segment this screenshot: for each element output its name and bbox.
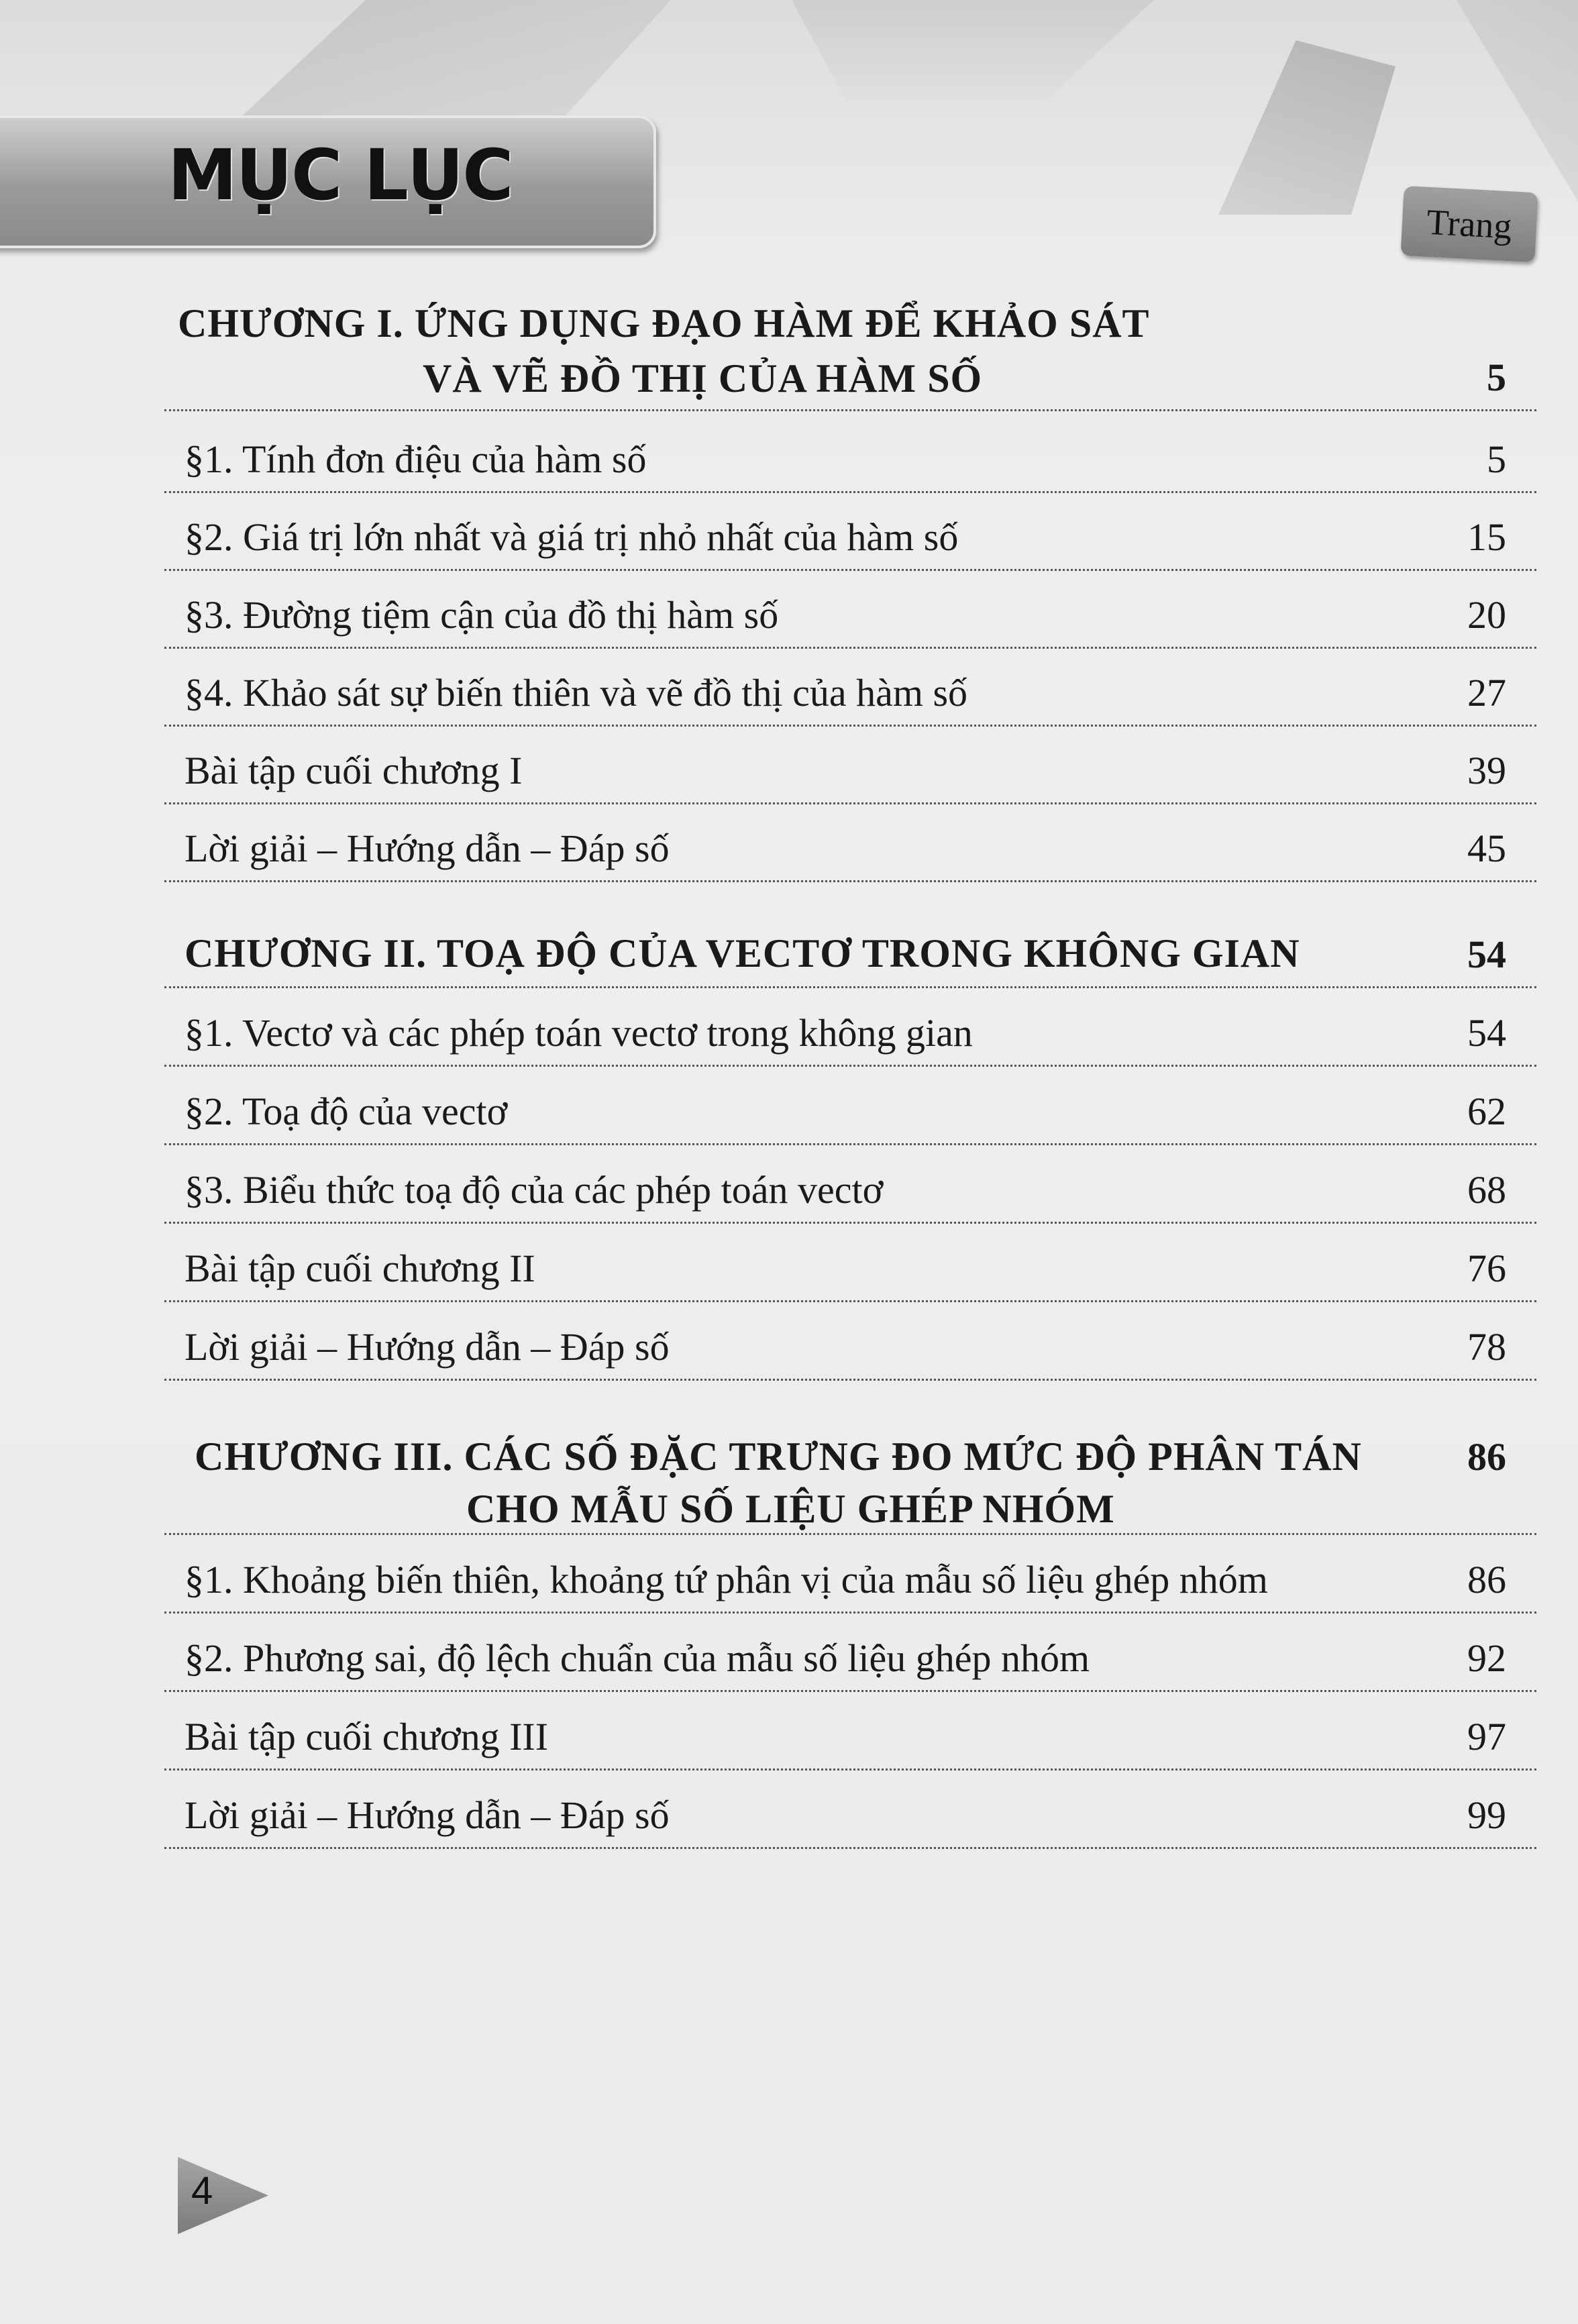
chapter-title-line2: CHO MẪU SỐ LIỆU GHÉP NHÓM — [466, 1487, 1115, 1531]
toc-entry[interactable] — [164, 491, 1536, 571]
toc-entry-label: §2. Phương sai, độ lệch chuẩn của mẫu số liệu ghép nhóm — [185, 1636, 1090, 1680]
toc-entry-page: 62 — [1467, 1090, 1506, 1133]
toc-entry-page: 86 — [1467, 1558, 1506, 1601]
toc-entry-page: 92 — [1467, 1636, 1506, 1680]
toc-entry-label: Lời giải – Hướng dẫn – Đáp số — [185, 1793, 670, 1837]
toc-entry-page: 68 — [1467, 1168, 1506, 1212]
toc-entry-label: Bài tập cuối chương III — [185, 1715, 549, 1758]
toc-entry-label: Bài tập cuối chương I — [185, 749, 523, 792]
toc-entry[interactable] — [164, 1143, 1536, 1224]
chapter-title-line1: CHƯƠNG I. ỨNG DỤNG ĐẠO HÀM ĐỂ KHẢO SÁT — [178, 301, 1150, 346]
toc-entry-label: §4. Khảo sát sự biến thiên và vẽ đồ thị của hàm số — [185, 671, 968, 715]
toc-entry[interactable] — [164, 1690, 1536, 1771]
chapter-heading[interactable] — [164, 902, 1536, 988]
page-title: MỤC LỤC — [168, 134, 513, 216]
toc-entry-label: §1. Tính đơn điệu của hàm số — [185, 437, 647, 481]
toc-entry-label: §1. Khoảng biến thiên, khoảng tứ phân vị của mẫu số liệu ghép nhóm — [185, 1558, 1268, 1601]
chapter-page: 54 — [1467, 933, 1506, 976]
page-number: 4 — [191, 2169, 213, 2213]
toc-entry-page: 97 — [1467, 1715, 1506, 1758]
toc-entry-page: 15 — [1467, 515, 1506, 559]
toc-entry[interactable] — [164, 647, 1536, 727]
toc-entry-page: 39 — [1467, 749, 1506, 792]
toc-entry-label: Lời giải – Hướng dẫn – Đáp số — [185, 1325, 670, 1369]
toc-entry-page: 5 — [1487, 437, 1506, 481]
toc-entry-label: §3. Đường tiệm cận của đồ thị hàm số — [185, 593, 779, 637]
toc-entry[interactable] — [164, 1065, 1536, 1145]
toc-entry-label: §2. Giá trị lớn nhất và giá trị nhỏ nhất của hàm số — [185, 515, 959, 559]
toc-entry[interactable] — [164, 1612, 1536, 1692]
chapter-title-line2: VÀ VẼ ĐỒ THỊ CỦA HÀM SỐ — [423, 356, 983, 401]
toc-entry-label: §1. Vectơ và các phép toán vectơ trong không gian — [185, 1011, 973, 1055]
toc-entry-label: §3. Biểu thức toạ độ của các phép toán vectơ — [185, 1168, 884, 1212]
toc-entry-label: Lời giải – Hướng dẫn – Đáp số — [185, 827, 670, 870]
chapter-page: 86 — [1467, 1435, 1506, 1479]
toc-entry[interactable] — [164, 569, 1536, 649]
chapter-title-line1: CHƯƠNG III. CÁC SỐ ĐẶC TRƯNG ĐO MỨC ĐỘ PHÂN TÁN — [195, 1434, 1362, 1479]
toc-entry-page: 76 — [1467, 1247, 1506, 1290]
toc-entry[interactable] — [164, 1768, 1536, 1849]
chapter-title-line1: CHƯƠNG II. TOẠ ĐỘ CỦA VECTƠ TRONG KHÔNG GIAN — [185, 931, 1300, 975]
page-column-label: Trang — [1425, 201, 1513, 247]
toc-entry[interactable] — [164, 1533, 1536, 1614]
toc-entry[interactable] — [164, 1222, 1536, 1302]
chapter-heading[interactable] — [164, 288, 1536, 411]
toc-entry[interactable] — [164, 725, 1536, 804]
chapter-heading[interactable] — [164, 1399, 1536, 1535]
toc-entry[interactable] — [164, 1300, 1536, 1381]
toc-entry-page: 20 — [1467, 593, 1506, 637]
toc-entry-page: 78 — [1467, 1325, 1506, 1369]
toc-entry-label: §2. Toạ độ của vectơ — [185, 1090, 508, 1133]
toc-entry-page: 45 — [1467, 827, 1506, 870]
toc-entry-label: Bài tập cuối chương II — [185, 1247, 535, 1290]
toc-entry[interactable] — [164, 802, 1536, 882]
toc-entry[interactable] — [164, 986, 1536, 1067]
toc-entry-page: 99 — [1467, 1793, 1506, 1837]
toc-entry-page: 54 — [1467, 1011, 1506, 1055]
toc-entry[interactable] — [164, 413, 1536, 493]
chapter-page: 5 — [1487, 356, 1506, 399]
toc-entry-page: 27 — [1467, 671, 1506, 715]
